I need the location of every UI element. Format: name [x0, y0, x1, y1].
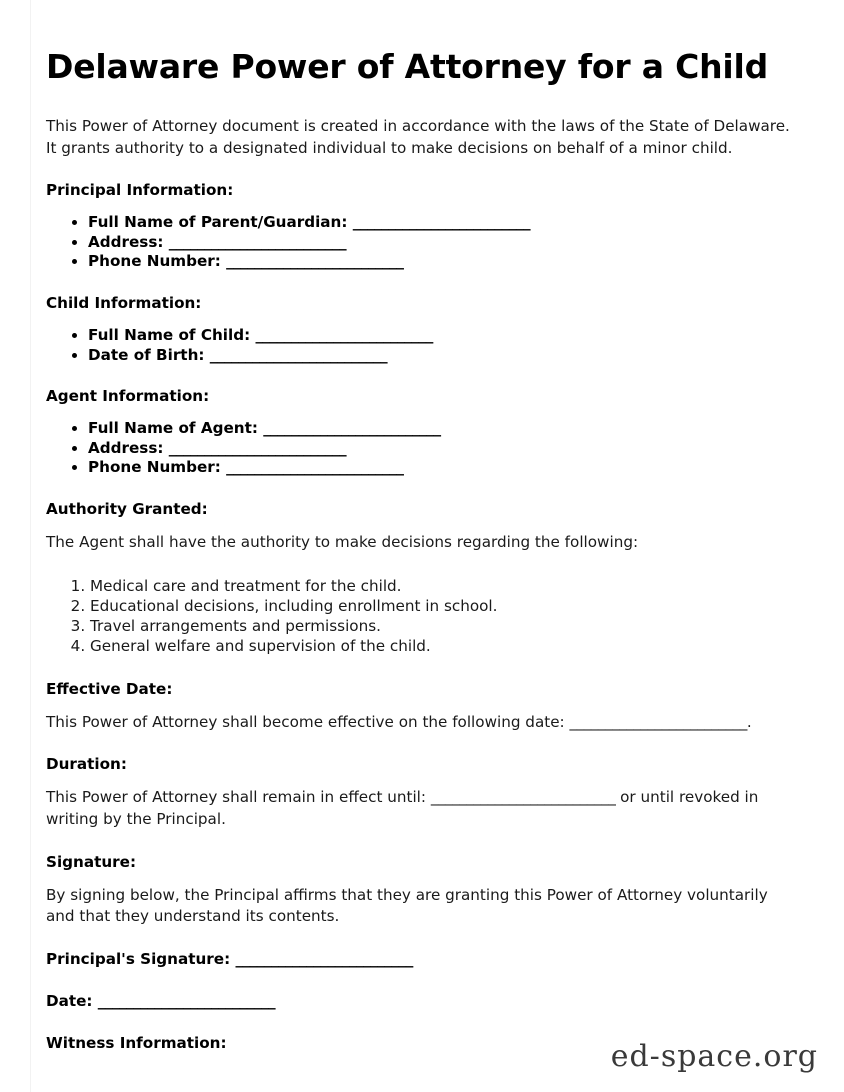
- list-item: [88, 233, 798, 253]
- list-item: [88, 252, 798, 272]
- effective-date-blank: _________________________: [569, 712, 747, 731]
- duration-text-after: or until revoked in writing by the Principal.: [46, 788, 759, 828]
- effective-date-paragraph: [46, 712, 798, 734]
- section-heading-authority: Authority Granted:: [46, 499, 208, 518]
- date-label: Date:: [46, 991, 93, 1010]
- watermark: ed-space.org: [610, 1039, 818, 1074]
- list-item: 2. Educational decisions, including enrollment in school.: [90, 596, 798, 616]
- field-label: Full Name of Parent/Guardian:: [88, 213, 348, 232]
- field-blank: _________________________: [168, 232, 347, 251]
- list-item: 3. Travel arrangements and permissions.: [90, 616, 798, 636]
- field-blank: _________________________: [352, 213, 531, 232]
- field-label: Full Name of Agent:: [88, 419, 258, 438]
- principal-signature-label: Principal's Signature:: [46, 949, 231, 968]
- field-label: Address:: [88, 438, 164, 457]
- principal-signature-blank: _________________________: [235, 949, 413, 968]
- intro-paragraph: This Power of Attorney document is created in accordance with the laws of the State of Delaware. It grants authority to a designated individual to make decisions on behalf of a minor child.: [46, 116, 790, 157]
- section-heading-witness: Witness Information:: [46, 1033, 227, 1052]
- field-blank: _________________________: [168, 438, 347, 457]
- section-heading-signature: Signature:: [46, 852, 137, 871]
- list-item: [88, 419, 798, 439]
- duration-text-before: This Power of Attorney shall remain in effect until:: [46, 788, 427, 807]
- signature-paragraph: By signing below, the Principal affirms that they are granting this Power of Attorney voluntarily and that they understand its contents.: [46, 885, 768, 926]
- section-heading-principal: Principal Information:: [46, 181, 234, 200]
- page-title: Delaware Power of Attorney for a Child: [46, 47, 769, 86]
- field-label: Address:: [88, 232, 164, 251]
- field-blank: _________________________: [209, 345, 388, 364]
- authority-intro: The Agent shall have the authority to make decisions regarding the following:: [46, 532, 639, 551]
- field-blank: _________________________: [226, 458, 404, 477]
- authority-list: [46, 576, 798, 656]
- list-item: [88, 439, 798, 459]
- principal-field-list: [46, 213, 798, 272]
- section-heading-duration: Duration:: [46, 755, 127, 774]
- agent-field-list: [46, 419, 798, 478]
- list-item: [88, 326, 798, 346]
- duration-blank: __________________________: [430, 788, 616, 807]
- section-heading-child: Child Information:: [46, 293, 202, 312]
- list-item: 4. General welfare and supervision of the child.: [90, 636, 798, 656]
- duration-paragraph: [46, 787, 798, 830]
- list-item: [88, 346, 798, 366]
- field-label: Phone Number:: [88, 458, 221, 477]
- field-label: Full Name of Child:: [88, 325, 251, 344]
- field-blank: _________________________: [263, 419, 441, 438]
- field-label: Phone Number:: [88, 252, 221, 271]
- date-line: [46, 992, 798, 1010]
- section-heading-agent: Agent Information:: [46, 387, 210, 406]
- list-item: [88, 458, 798, 478]
- field-label: Date of Birth:: [88, 345, 205, 364]
- field-blank: _________________________: [226, 252, 404, 271]
- list-item: [88, 213, 798, 233]
- section-heading-effective-date: Effective Date:: [46, 679, 173, 698]
- field-blank: _________________________: [255, 325, 433, 344]
- effective-date-period: .: [746, 712, 752, 731]
- effective-date-text: This Power of Attorney shall become effective on the following date:: [46, 712, 565, 731]
- date-blank: _________________________: [97, 991, 276, 1010]
- principal-signature-line: [46, 950, 798, 968]
- child-field-list: [46, 326, 798, 365]
- list-item: 1. Medical care and treatment for the child.: [90, 576, 798, 596]
